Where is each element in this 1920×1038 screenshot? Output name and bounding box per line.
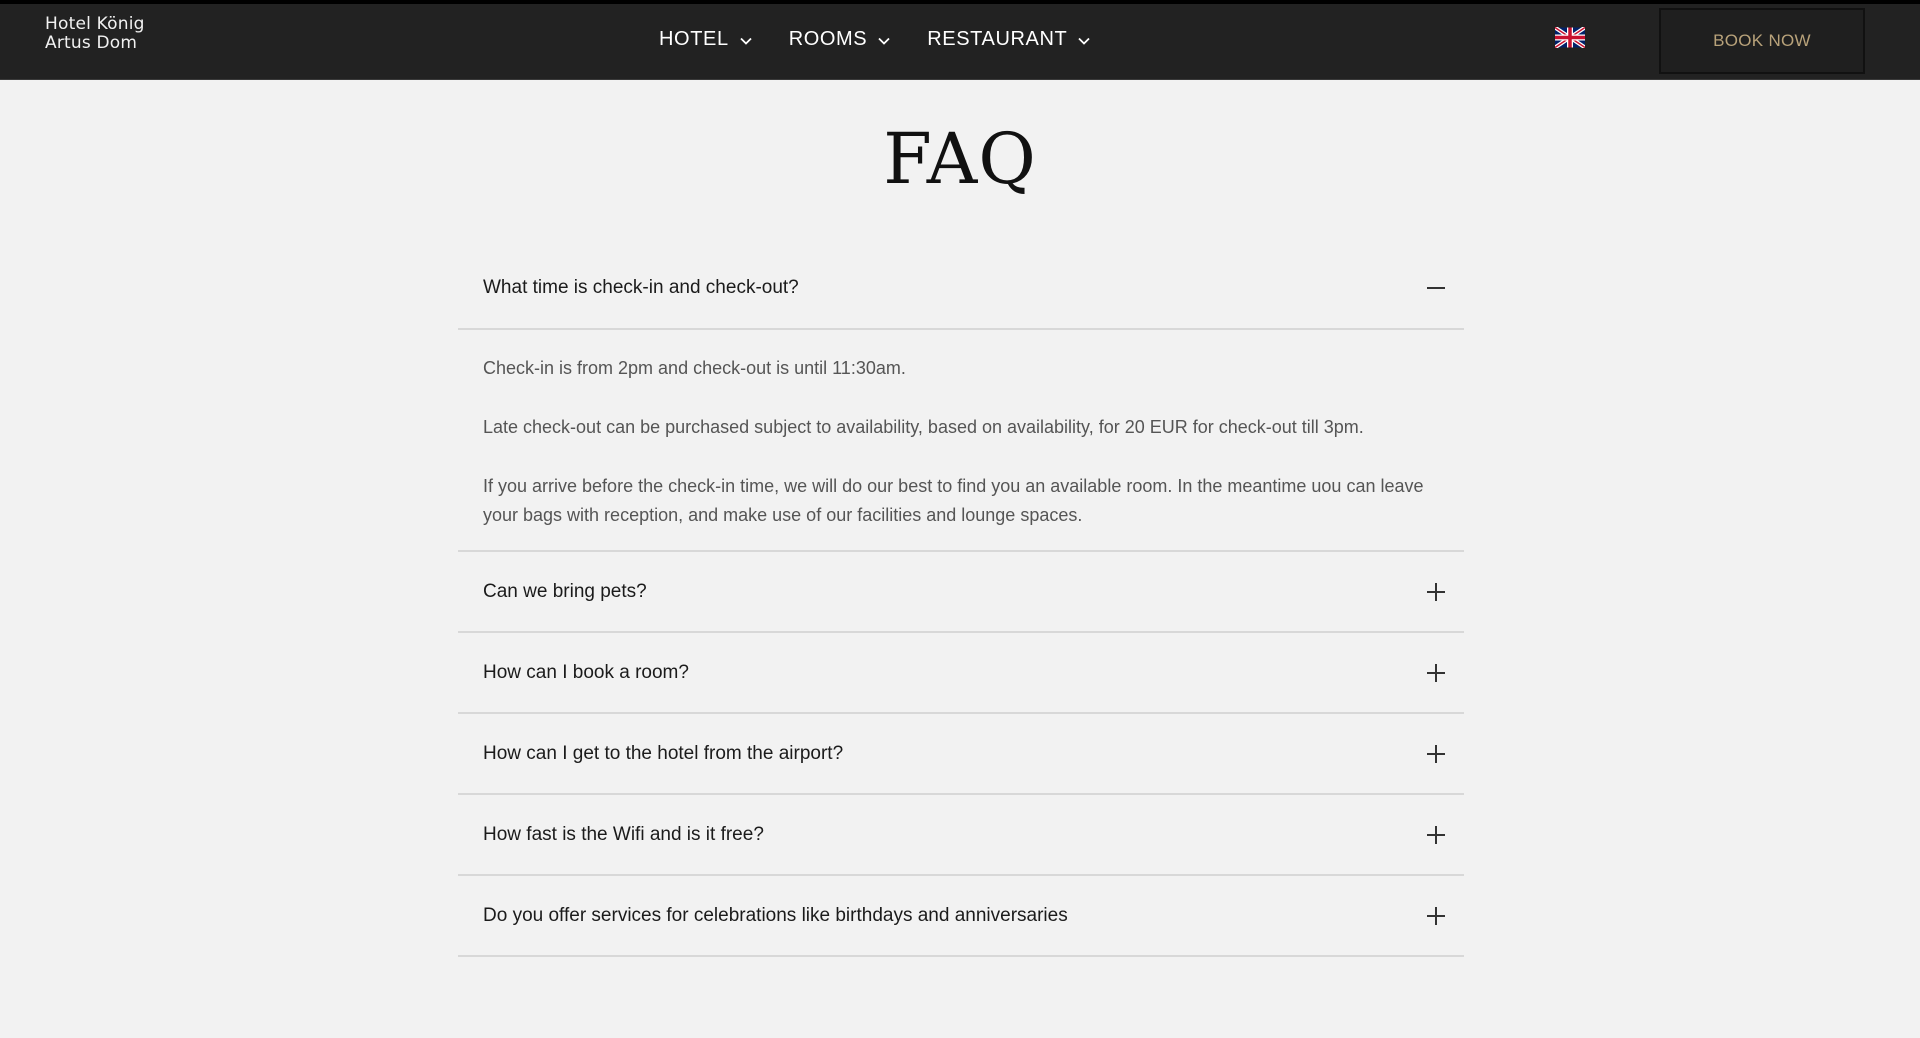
faq-question-text: What time is check-in and check-out? bbox=[483, 277, 799, 298]
nav-item-hotel[interactable] bbox=[659, 28, 753, 51]
faq-question-wifi[interactable] bbox=[458, 795, 1464, 874]
faq-item bbox=[458, 552, 1464, 633]
chevron-down-icon bbox=[877, 34, 891, 48]
site-header bbox=[0, 0, 1920, 80]
faq-item bbox=[458, 714, 1464, 795]
faq-answer-paragraph: If you arrive before the check-in time, we will do our best to find you an available room. In the meantime uou can leave your bags with reception, and make use of our facilities and lounge spaces. bbox=[483, 476, 1424, 525]
faq-question-text: How can I get to the hotel from the airport? bbox=[483, 742, 844, 764]
nav-item-label: HOTEL bbox=[659, 28, 729, 50]
book-now-button[interactable]: BOOK NOW bbox=[1659, 8, 1865, 74]
nav-item-rooms[interactable] bbox=[789, 28, 892, 51]
logo-line-1: Hotel König bbox=[45, 14, 145, 34]
faq-question-pets[interactable] bbox=[458, 552, 1464, 631]
faq-item bbox=[458, 876, 1464, 957]
hotel-logo[interactable] bbox=[45, 15, 145, 53]
minus-icon[interactable] bbox=[1426, 278, 1446, 298]
plus-icon[interactable] bbox=[1426, 744, 1446, 764]
main-nav bbox=[659, 28, 1127, 51]
faq-question-text: How can I book a room? bbox=[483, 661, 689, 683]
faq-question-text: Can we bring pets? bbox=[483, 580, 647, 602]
faq-question-text: How fast is the Wifi and is it free? bbox=[483, 823, 764, 845]
chevron-down-icon bbox=[1077, 34, 1091, 48]
faq-question-text: Do you offer services for celebrations like birthdays and anniversaries bbox=[483, 904, 1068, 926]
faq-item bbox=[458, 248, 1464, 552]
uk-flag-icon[interactable] bbox=[1555, 27, 1585, 48]
page-title: FAQ bbox=[883, 118, 1037, 200]
nav-item-restaurant[interactable] bbox=[927, 28, 1091, 51]
faq-question-check-in[interactable] bbox=[458, 248, 1464, 330]
faq-item bbox=[458, 633, 1464, 714]
faq-question-celebrations[interactable] bbox=[458, 876, 1464, 955]
plus-icon[interactable] bbox=[1426, 582, 1446, 602]
faq-question-airport[interactable] bbox=[458, 714, 1464, 793]
plus-icon[interactable] bbox=[1426, 825, 1446, 845]
faq-answer bbox=[458, 330, 1464, 550]
faq-question-book-room[interactable] bbox=[458, 633, 1464, 712]
logo-line-2: Artus Dom bbox=[45, 33, 138, 53]
nav-item-label: RESTAURANT bbox=[927, 28, 1068, 50]
faq-accordion bbox=[458, 248, 1464, 957]
chevron-down-icon bbox=[739, 34, 753, 48]
faq-answer-paragraph: Check-in is from 2pm and check-out is until 11:30am. bbox=[483, 358, 906, 378]
nav-item-label: ROOMS bbox=[788, 28, 868, 50]
plus-icon[interactable] bbox=[1426, 906, 1446, 926]
faq-answer-paragraph: Late check-out can be purchased subject to availability, based on availability, for 20 EUR for check-out till 3pm. bbox=[483, 417, 1364, 437]
faq-item bbox=[458, 795, 1464, 876]
plus-icon[interactable] bbox=[1426, 663, 1446, 683]
